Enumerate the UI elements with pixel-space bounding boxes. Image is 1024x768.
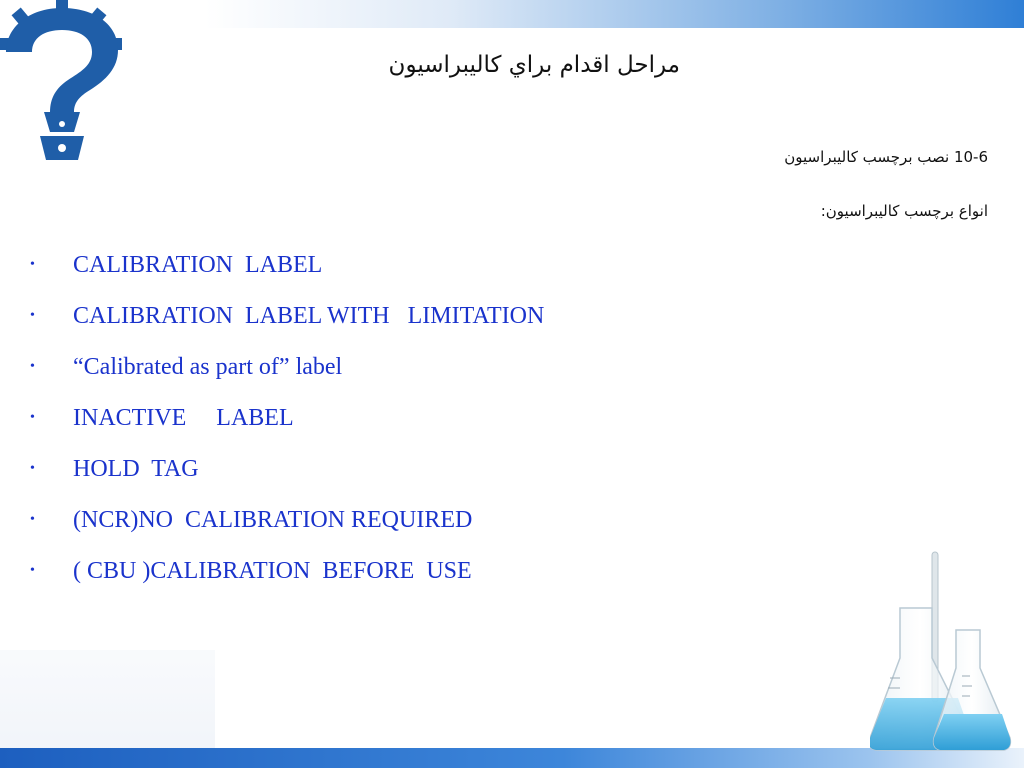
bullet-icon: • [30, 512, 35, 527]
list-item-text: HOLD TAG [73, 456, 199, 482]
bullet-icon: • [30, 359, 35, 374]
bullet-icon: • [30, 257, 35, 272]
intro-text: انواع برچسب کالیبراسیون: [820, 202, 988, 220]
list-item-text: CALIBRATION LABEL WITH LIMITATION [73, 303, 545, 329]
section-heading: 10-6 نصب برچسب کالیبراسیون [784, 148, 988, 166]
list-item-text: ( CBU )CALIBRATION BEFORE USE [73, 558, 472, 584]
bullet-icon: • [30, 461, 35, 476]
lab-flasks-icon [870, 548, 1020, 758]
bottom-left-fade [0, 650, 215, 748]
list-item-text: INACTIVE LABEL [73, 405, 294, 431]
bullet-icon: • [30, 308, 35, 323]
top-gradient-bar [205, 0, 1024, 28]
bullet-icon: • [30, 563, 35, 578]
bullet-icon: • [30, 410, 35, 425]
question-mark-gear-logo-icon [0, 0, 130, 170]
list-item-text: (NCR)NO CALIBRATION REQUIRED [73, 507, 473, 533]
slide-title: مراحل اقدام براي كاليبراسيون [388, 52, 680, 78]
list-item-text: “Calibrated as part of” label [73, 354, 343, 380]
list-item-text: CALIBRATION LABEL [73, 252, 323, 278]
